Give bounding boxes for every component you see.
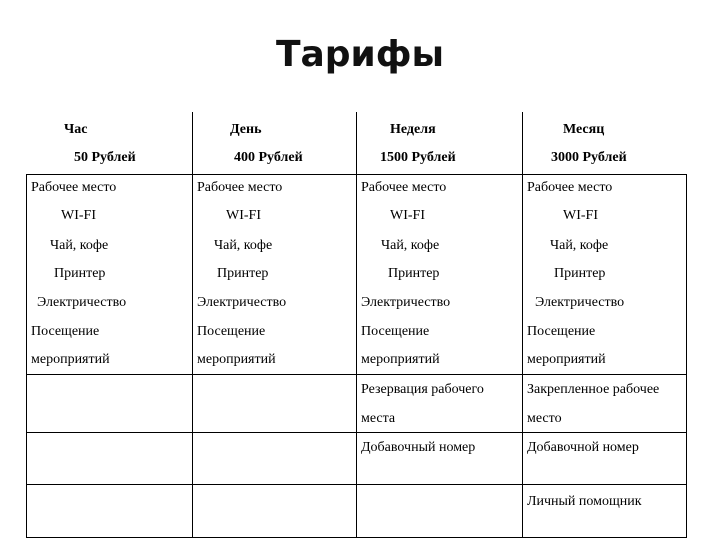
feature-wifi: WI-FI [226,208,261,223]
table-border [26,537,687,538]
feature-wifi: WI-FI [563,208,598,223]
feature-events-cont: мероприятий [527,352,606,367]
table-border [26,174,687,175]
table-divider [26,432,687,433]
feature-extra-number: Добавочный номер [361,440,476,455]
feature-workplace: Рабочее место [527,180,613,195]
feature-fixed-workplace: Закрепленное рабочее [527,382,660,397]
price-hour: 50 Рублей [74,150,136,165]
feature-reserve: Резервация рабочего [361,382,484,397]
feature-tea-coffee: Чай, кофе [50,238,109,253]
feature-personal-assistant: Личный помощник [527,494,642,509]
price-month: 3000 Рублей [551,150,627,165]
table-divider [26,484,687,485]
feature-workplace: Рабочее место [361,180,447,195]
feature-electricity: Электричество [197,295,287,310]
column-header-week: Неделя [390,122,436,137]
column-header-day: День [230,122,262,137]
feature-electricity: Электричество [37,295,127,310]
feature-workplace: Рабочее место [31,180,117,195]
feature-events-cont: мероприятий [361,352,440,367]
feature-tea-coffee: Чай, кофе [381,238,440,253]
table-divider [522,112,523,174]
feature-wifi: WI-FI [61,208,96,223]
table-divider [26,374,687,375]
feature-events: Посещение [361,324,430,339]
feature-events-cont: мероприятий [31,352,110,367]
feature-workplace: Рабочее место [197,180,283,195]
page-title: Тарифы [275,34,445,75]
feature-fixed-workplace-cont: место [527,411,562,426]
table-divider [192,374,193,538]
feature-electricity: Электричество [535,295,625,310]
feature-tea-coffee: Чай, кофе [214,238,273,253]
feature-extra-number: Добавочной номер [527,440,639,455]
feature-reserve-cont: места [361,411,396,426]
table-divider [192,174,193,374]
price-week: 1500 Рублей [380,150,456,165]
feature-printer: Принтер [217,266,269,281]
feature-events: Посещение [527,324,596,339]
table-divider [356,174,357,374]
feature-events: Посещение [31,324,100,339]
price-day: 400 Рублей [234,150,303,165]
feature-printer: Принтер [388,266,440,281]
column-header-month: Месяц [563,122,605,137]
table-divider [192,112,193,174]
feature-printer: Принтер [54,266,106,281]
feature-tea-coffee: Чай, кофе [550,238,609,253]
table-divider [356,112,357,174]
feature-wifi: WI-FI [390,208,425,223]
feature-printer: Принтер [554,266,606,281]
column-header-hour: Час [64,122,88,137]
table-divider [356,374,357,538]
feature-electricity: Электричество [361,295,451,310]
feature-events: Посещение [197,324,266,339]
feature-events-cont: мероприятий [197,352,276,367]
